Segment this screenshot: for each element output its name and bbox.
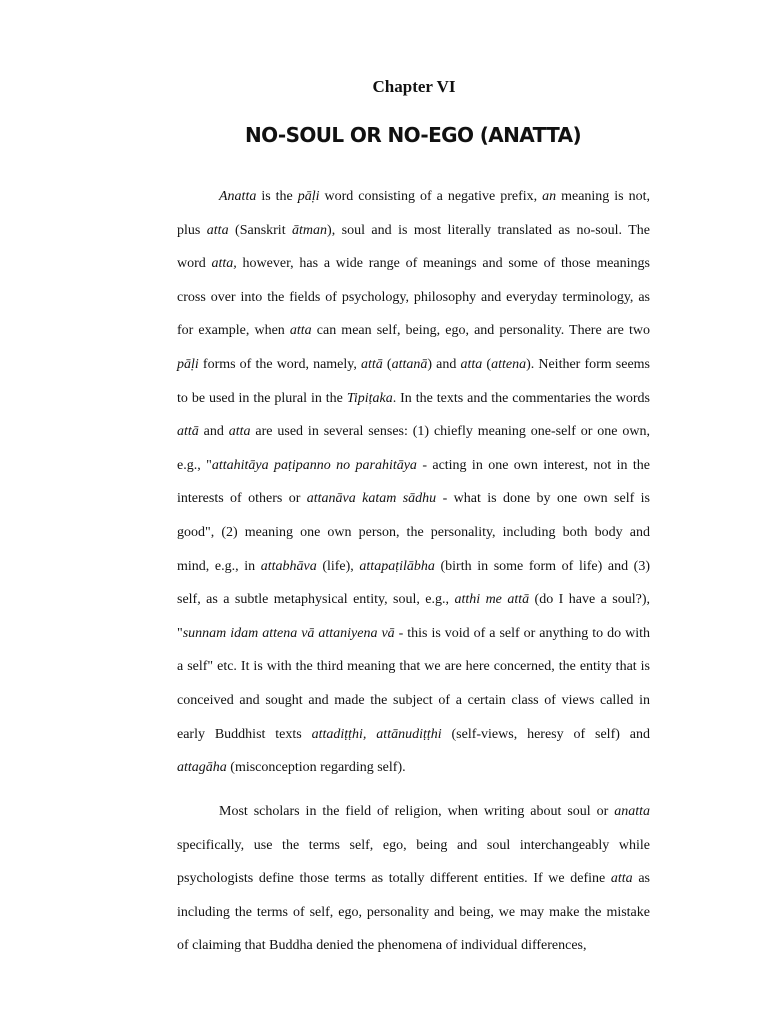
text-line bbox=[177, 247, 650, 281]
text-run: as bbox=[632, 871, 650, 887]
text-line bbox=[177, 684, 650, 718]
text-line bbox=[177, 617, 650, 651]
text-line bbox=[177, 281, 650, 315]
text-line bbox=[177, 449, 650, 483]
text-run: forms of the word, namely, bbox=[198, 356, 362, 372]
text-run: for example, when bbox=[177, 323, 290, 339]
text-line bbox=[177, 415, 650, 449]
text-run: (Sanskrit bbox=[228, 222, 293, 238]
text-run: - this is void of a self or anything to do with bbox=[394, 625, 650, 641]
text-run: psychologists define those terms as totally different entities. If we define bbox=[177, 871, 611, 887]
chapter-title: NO-SOUL OR NO-EGO (ANATTA) bbox=[244, 123, 582, 147]
text-run: e.g., " bbox=[177, 457, 212, 473]
text-run: is the bbox=[256, 189, 298, 204]
text-run: ) and bbox=[427, 356, 461, 372]
italic-term: pāḷi bbox=[297, 189, 320, 204]
italic-term: sunnam idam attena vā attaniyena vā bbox=[182, 625, 395, 641]
text-run: plus bbox=[177, 222, 207, 238]
text-line bbox=[177, 929, 650, 963]
text-run: Most scholars in the field of religion, when writing about soul or bbox=[219, 804, 615, 819]
italic-term: pāḷi bbox=[177, 356, 199, 372]
italic-term: atta, bbox=[211, 256, 237, 272]
text-run: and bbox=[198, 424, 229, 440]
italic-term: attā bbox=[361, 356, 383, 372]
text-run: specifically, use the terms self, ego, being and soul interchangeably while bbox=[177, 837, 650, 853]
text-run: cross over into the fields of psychology, philosophy and everyday terminology, as bbox=[177, 289, 650, 305]
italic-term: attapaṭilābha bbox=[359, 558, 435, 574]
text-line bbox=[177, 795, 650, 829]
italic-term: atta bbox=[228, 424, 251, 440]
text-run: conceived and sought and made the subject of a certain class of views called in bbox=[177, 692, 650, 708]
text-run: - acting in one own interest, not in the bbox=[416, 457, 650, 473]
text-run: (misconception regarding self). bbox=[226, 760, 406, 776]
text-run: of claiming that Buddha denied the phenomena of individual differences, bbox=[177, 938, 587, 954]
paragraph-2 bbox=[177, 795, 650, 963]
text-line bbox=[177, 382, 650, 416]
italic-term: attena bbox=[491, 356, 527, 372]
italic-term: attadiṭṭhi, attānudiṭṭhi bbox=[311, 726, 442, 742]
text-run: (self-views, heresy of self) and bbox=[441, 726, 650, 742]
text-run: interests of others or bbox=[177, 491, 307, 507]
text-run: (life), bbox=[316, 558, 360, 574]
text-line bbox=[177, 516, 650, 550]
text-line bbox=[177, 862, 650, 896]
text-run: to be used in the plural in the bbox=[177, 390, 347, 406]
italic-term: atta bbox=[610, 871, 633, 887]
text-run: . In the texts and the commentaries the words bbox=[392, 390, 650, 406]
text-run: ). Neither form seems bbox=[526, 356, 651, 372]
text-run: however, has a wide range of meanings and some of those meanings bbox=[236, 256, 650, 272]
text-run: good", (2) meaning one own person, the personality, including both body and bbox=[177, 524, 650, 540]
text-run: are used in several senses: (1) chiefly meaning one-self or one own, bbox=[250, 424, 651, 440]
text-run: a self" etc. It is with the third meaning that we are here concerned, the entity that is bbox=[177, 659, 650, 675]
text-line bbox=[177, 314, 650, 348]
italic-term: atta bbox=[460, 356, 483, 372]
text-line bbox=[177, 482, 650, 516]
italic-term: atta bbox=[289, 323, 312, 339]
text-run: including the terms of self, ego, personality and being, we may make the mistake bbox=[177, 904, 650, 920]
text-line bbox=[177, 348, 650, 382]
text-run: word consisting of a negative prefix, bbox=[319, 189, 543, 204]
text-run: word bbox=[177, 256, 212, 272]
text-line bbox=[177, 550, 650, 584]
italic-term: Tipiṭaka bbox=[346, 390, 393, 406]
italic-term: ātman bbox=[292, 222, 328, 238]
italic-term: attabhāva bbox=[260, 558, 317, 574]
text-run: ( bbox=[382, 356, 392, 372]
text-run: meaning is not, bbox=[556, 189, 650, 204]
text-line bbox=[177, 718, 650, 752]
italic-term: atthi me attā bbox=[454, 592, 530, 608]
chapter-label: Chapter VI bbox=[372, 77, 456, 96]
text-line bbox=[177, 896, 650, 930]
paragraph-1 bbox=[177, 180, 650, 785]
text-run: ), soul and is most literally translated as no-soul. The bbox=[327, 222, 650, 238]
italic-term: atta bbox=[206, 222, 229, 238]
text-line bbox=[177, 583, 650, 617]
italic-term: attā bbox=[177, 424, 199, 440]
italic-term: attahitāya paṭipanno no parahitāya bbox=[211, 457, 417, 473]
text-run: self, as a subtle metaphysical entity, soul, e.g., bbox=[177, 592, 455, 608]
text-line bbox=[177, 214, 650, 248]
italic-term: attanā bbox=[391, 356, 428, 372]
italic-term: Anatta bbox=[219, 189, 257, 204]
text-line bbox=[177, 751, 650, 785]
italic-term: anatta bbox=[614, 804, 650, 819]
text-run: " bbox=[177, 625, 183, 641]
text-run: (do I have a soul?), bbox=[529, 592, 650, 608]
italic-term: attagāha bbox=[177, 760, 227, 776]
text-run: - what is done by one own self is bbox=[436, 491, 650, 507]
text-line bbox=[177, 650, 650, 684]
italic-term: attanāva katam sādhu bbox=[306, 491, 437, 507]
text-line bbox=[177, 829, 650, 863]
text-line bbox=[177, 180, 650, 214]
text-run: mind, e.g., in bbox=[177, 558, 261, 574]
text-run: early Buddhist texts bbox=[177, 726, 312, 742]
text-run: ( bbox=[482, 356, 492, 372]
text-run: can mean self, being, ego, and personality. There are two bbox=[311, 323, 650, 339]
italic-term: an bbox=[542, 189, 557, 204]
text-run: (birth in some form of life) and (3) bbox=[434, 558, 651, 574]
